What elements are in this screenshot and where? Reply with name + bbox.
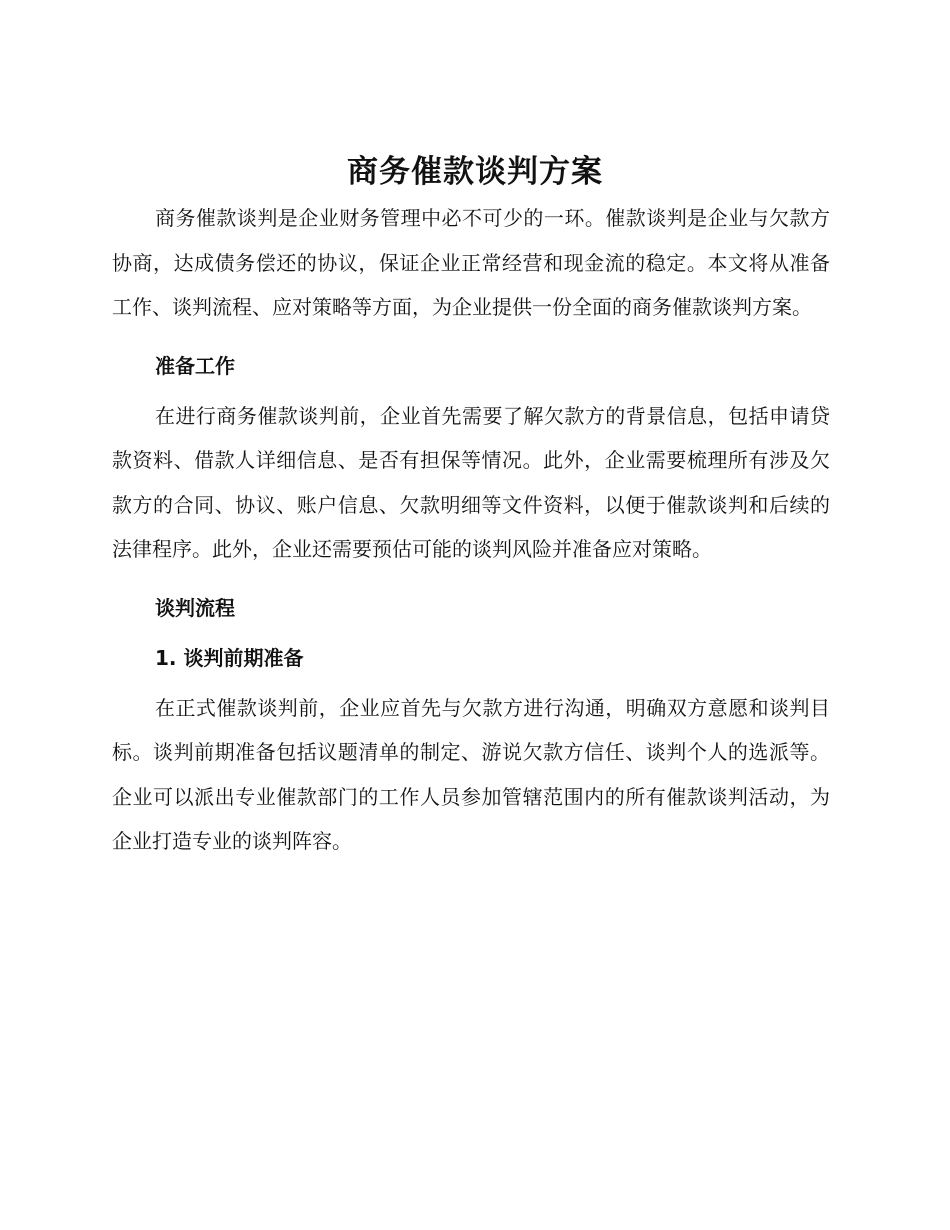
document-title: 商务催款谈判方案 [347, 154, 603, 190]
subsection-heading-pre-negotiation: 1. 谈判前期准备 [155, 645, 304, 670]
preparation-paragraph: 在进行商务催款谈判前，企业首先需要了解欠款方的背景信息，包括申请贷款资料、借款人详细信息、是否有担保等情况。此外，企业需要梳理所有涉及欠款方的合同、协议、账户信息、欠款明细等文件资料，以便于催款谈判和后续的法律程序。此外，企业还需要预估可能的谈判风险并准备应对策略。 [112, 403, 830, 561]
pre-negotiation-paragraph: 在正式催款谈判前，企业应首先与欠款方进行沟通，明确双方意愿和谈判目标。谈判前期准备包括议题清单的制定、游说欠款方信任、谈判个人的选派等。企业可以派出专业催款部门的工作人员参加管辖范围内的所有催款谈判活动，为企业打造专业的谈判阵容。 [112, 695, 830, 853]
intro-paragraph: 商务催款谈判是企业财务管理中必不可少的一环。催款谈判是企业与欠款方协商，达成债务偿还的协议，保证企业正常经营和现金流的稳定。本文将从准备工作、谈判流程、应对策略等方面，为企业提供一份全面的商务催款谈判方案。 [112, 206, 830, 319]
section-heading-preparation: 准备工作 [155, 353, 235, 378]
section-heading-process: 谈判流程 [155, 595, 235, 620]
